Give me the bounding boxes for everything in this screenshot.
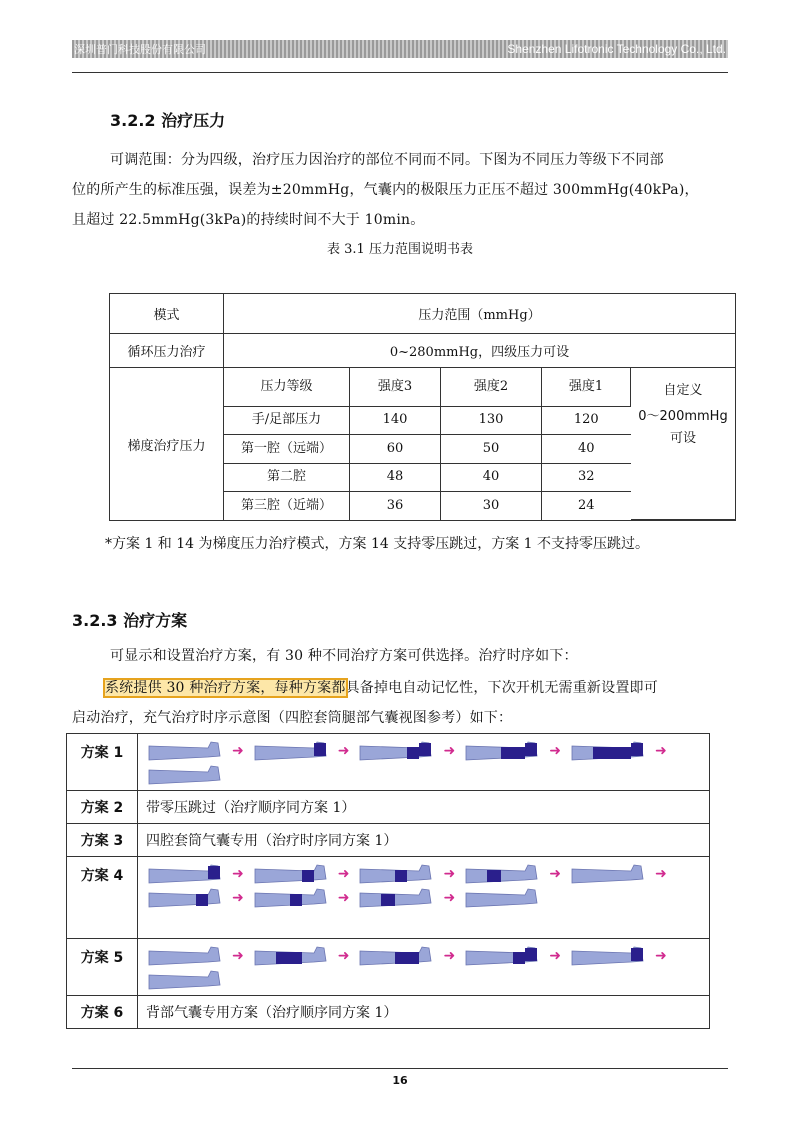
section-heading-3-2-2: 3.2.2 治疗压力 xyxy=(110,111,226,130)
arrow-icon: ➜ xyxy=(232,866,244,882)
sub-header-strength-1: 强度1 xyxy=(542,368,631,406)
page-header-bar xyxy=(72,40,728,58)
leg-step xyxy=(359,945,433,967)
sub-header-strength-3: 强度3 xyxy=(350,368,441,406)
leg-step xyxy=(148,887,222,909)
leg-sleeve-icon xyxy=(254,740,328,762)
footer-divider xyxy=(72,1068,728,1069)
leg-step xyxy=(148,764,222,786)
cell: 130 xyxy=(441,406,542,435)
custom-value-settable: 可设 xyxy=(669,431,696,446)
leg-step xyxy=(254,945,328,967)
header-mode: 模式 xyxy=(110,294,224,334)
sub-header-strength-2: 强度2 xyxy=(441,368,542,406)
leg-step xyxy=(148,969,222,991)
leg-step xyxy=(148,863,222,885)
plans-paragraph-2-line-1 xyxy=(105,674,658,702)
plan-2-text: 带零压跳过（治疗顺序同方案 1） xyxy=(138,791,710,824)
gradient-mode-label: 梯度治疗压力 xyxy=(110,368,224,521)
pressure-paragraph-line-1: 可调范围：分为四级，治疗压力因治疗的部位不同而不同。下图为不同压力等级下不同部 xyxy=(110,152,664,168)
leg-sleeve-icon xyxy=(465,887,539,909)
plan-3-label: 方案 3 xyxy=(67,824,138,857)
sub-header-level: 压力等级 xyxy=(224,368,350,406)
plan-5-label: 方案 5 xyxy=(67,939,138,996)
leg-step xyxy=(465,740,539,762)
leg-sleeve-icon xyxy=(571,945,645,967)
arrow-icon: ➜ xyxy=(549,948,561,964)
arrow-icon: ➜ xyxy=(337,890,350,906)
leg-step xyxy=(254,740,328,762)
cell: 120 xyxy=(542,406,631,435)
arrow-icon: ➜ xyxy=(654,866,667,882)
arrow-icon: ➜ xyxy=(654,743,667,759)
leg-step xyxy=(465,863,539,885)
gradient-note: *方案 1 和 14 为梯度压力治疗模式，方案 14 支持零压跳过，方案 1 不支持零压跳过。 xyxy=(105,536,650,552)
custom-value-range: 0～200mmHg xyxy=(638,409,728,424)
leg-sleeve-icon xyxy=(148,969,222,991)
leg-sleeve-icon xyxy=(254,887,328,909)
arrow-icon: ➜ xyxy=(443,948,456,964)
arrow-icon: ➜ xyxy=(443,866,456,882)
leg-step xyxy=(571,863,645,885)
leg-sleeve-icon xyxy=(465,863,539,885)
company-name-en: Shenzhen Lifotronic Technology Co., Ltd. xyxy=(507,42,726,56)
arrow-icon: ➜ xyxy=(232,743,244,759)
cell: 40 xyxy=(441,463,542,492)
plan-4-label: 方案 4 xyxy=(67,857,138,939)
plan-5-sequence xyxy=(138,939,710,996)
plan-6-text: 背部气囊专用方案（治疗顺序同方案 1） xyxy=(138,996,710,1029)
cell: 32 xyxy=(542,463,631,492)
leg-step xyxy=(254,863,328,885)
header-pressure-range: 压力范围（mmHg） xyxy=(224,294,736,334)
leg-step xyxy=(571,945,645,967)
leg-step xyxy=(148,740,222,762)
leg-sleeve-icon xyxy=(254,945,328,967)
cell: 50 xyxy=(441,435,542,464)
leg-sleeve-icon xyxy=(465,740,539,762)
treatment-plans-table xyxy=(66,733,710,1029)
plans-paragraph-1: 可显示和设置治疗方案，有 30 种不同治疗方案可供选择。治疗时序如下： xyxy=(110,648,578,664)
leg-step xyxy=(571,740,645,762)
sub-header-custom: 自定义 xyxy=(663,383,703,398)
page-number: 16 xyxy=(392,1074,408,1087)
plan-6-label: 方案 6 xyxy=(67,996,138,1029)
row-chamber-2-label: 第二腔 xyxy=(224,463,350,492)
custom-column xyxy=(631,368,736,520)
leg-sleeve-icon xyxy=(148,764,222,786)
pressure-paragraph-line-3: 且超过 22.5mmHg(3kPa)的持续时间不大于 10min。 xyxy=(72,212,425,228)
arrow-icon: ➜ xyxy=(443,890,456,906)
cell: 24 xyxy=(577,497,595,513)
arrow-icon: ➜ xyxy=(654,948,667,964)
section-heading-3-2-3: 3.2.3 治疗方案 xyxy=(72,611,188,630)
plan-3-text: 四腔套筒气囊专用（治疗时序同方案 1） xyxy=(138,824,710,857)
cell: 140 xyxy=(350,406,441,435)
leg-sleeve-icon xyxy=(148,740,222,762)
plan-1-label: 方案 1 xyxy=(67,734,138,791)
leg-sleeve-icon xyxy=(359,740,433,762)
arrow-icon: ➜ xyxy=(337,948,350,964)
header-divider xyxy=(72,72,728,73)
leg-sleeve-icon xyxy=(148,887,222,909)
plans-paragraph-2-line-2: 启动治疗，充气治疗时序示意图（四腔套筒腿部气囊视图参考）如下： xyxy=(72,710,513,726)
leg-sleeve-icon xyxy=(359,863,433,885)
company-name-cn: 深圳普门科技股份有限公司 xyxy=(74,43,206,56)
plan-1-sequence xyxy=(138,734,710,791)
arrow-icon: ➜ xyxy=(232,948,244,964)
row-chamber-1-label: 第一腔（远端） xyxy=(224,435,350,464)
plan-4-sequence xyxy=(138,857,710,939)
leg-step xyxy=(254,887,328,909)
plan-2-label: 方案 2 xyxy=(67,791,138,824)
cell: 48 xyxy=(350,463,441,492)
leg-sleeve-icon xyxy=(359,945,433,967)
cell: 60 xyxy=(350,435,441,464)
gradient-sub-table-cell xyxy=(224,368,736,521)
cycle-mode-label: 循环压力治疗 xyxy=(110,334,224,368)
leg-step xyxy=(359,863,433,885)
leg-step xyxy=(359,887,433,909)
leg-step xyxy=(359,740,433,762)
leg-sleeve-icon xyxy=(465,945,539,967)
leg-step xyxy=(465,945,539,967)
leg-sleeve-icon xyxy=(359,887,433,909)
highlighted-text: 系统提供 30 种治疗方案，每种方案都 xyxy=(105,680,346,696)
leg-sleeve-icon xyxy=(148,863,222,885)
gradient-sub-table xyxy=(224,368,735,520)
pressure-range-table xyxy=(109,293,736,521)
cell: 36 xyxy=(350,492,441,520)
leg-step xyxy=(148,945,222,967)
plans-paragraph-2-rest: 具备掉电自动记忆性，下次开机无需重新设置即可 xyxy=(345,680,658,696)
arrow-icon: ➜ xyxy=(549,866,561,882)
row-chamber-3-label: 第三腔（近端） xyxy=(224,492,350,520)
leg-step xyxy=(465,887,539,909)
leg-sleeve-icon xyxy=(571,740,645,762)
cell: 40 xyxy=(542,435,631,464)
leg-sleeve-icon xyxy=(254,863,328,885)
cycle-mode-value: 0~280mmHg，四级压力可设 xyxy=(224,334,736,368)
table-caption: 表 3.1 压力范围说明书表 xyxy=(327,242,473,257)
arrow-icon: ➜ xyxy=(443,743,456,759)
cell: 30 xyxy=(441,492,542,520)
arrow-icon: ➜ xyxy=(337,743,350,759)
leg-sleeve-icon xyxy=(148,945,222,967)
arrow-icon: ➜ xyxy=(337,866,350,882)
leg-sleeve-icon xyxy=(571,863,645,885)
arrow-icon: ➜ xyxy=(232,890,244,906)
pressure-paragraph-line-2: 位的所产生的标准压强，误差为±20mmHg，气囊内的极限压力正压不超过 300mmHg(40kPa)， xyxy=(72,182,699,198)
arrow-icon: ➜ xyxy=(549,743,561,759)
row-hand-foot-label: 手/足部压力 xyxy=(224,406,350,435)
